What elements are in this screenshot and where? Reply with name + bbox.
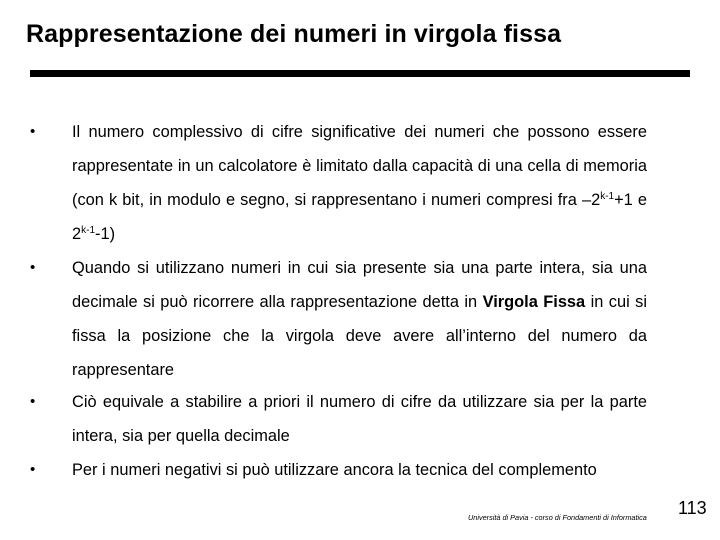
bullet-text-part: in cui si fissa la posizione che la virgola deve avere all’interno del numero da rappresentare <box>72 293 647 379</box>
slide-footer: Università di Pavia - corso di Fondamenti di Informatica <box>468 513 647 522</box>
exponent: k-1 <box>600 191 615 202</box>
slide-title: Rappresentazione dei numeri in virgola fissa <box>26 20 562 48</box>
bullet-text-part: Quando si utilizzano numeri in cui sia presente sia una parte intera, sia una decimale si può ricorrere alla rappresentazione detta in <box>72 259 647 311</box>
bullet-marker: • <box>30 393 36 410</box>
bullet-item-significant-digits <box>72 115 647 251</box>
bullet-marker: • <box>30 461 36 478</box>
bullet-marker: • <box>30 259 36 276</box>
emphasis-term: Virgola Fissa <box>482 293 586 311</box>
bullet-item-negative-numbers: Per i numeri negativi si può utilizzare ancora la tecnica del complemento <box>72 461 597 479</box>
title-divider <box>30 70 690 77</box>
bullet-item-fixed-point <box>72 251 647 387</box>
bullet-marker: • <box>30 123 36 140</box>
bullet-text-part: -1) <box>95 225 116 243</box>
bullet-text-part: +1 e 2 <box>72 191 648 243</box>
bullet-item-digit-count: Ciò equivale a stabilire a priori il numero di cifre da utilizzare sia per la parte intera, sia per quella decimale <box>72 393 647 445</box>
page-number: 113 <box>678 498 707 518</box>
bullet-text-part: Il numero complessivo di cifre significative dei numeri che possono essere rappresentate in un calcolatore è limitato dalla capacità di una cella di memoria (con k bit, in modulo e segno, si rappresentano i numeri compresi fra –2 <box>72 123 647 209</box>
exponent: k-1 <box>81 225 96 236</box>
